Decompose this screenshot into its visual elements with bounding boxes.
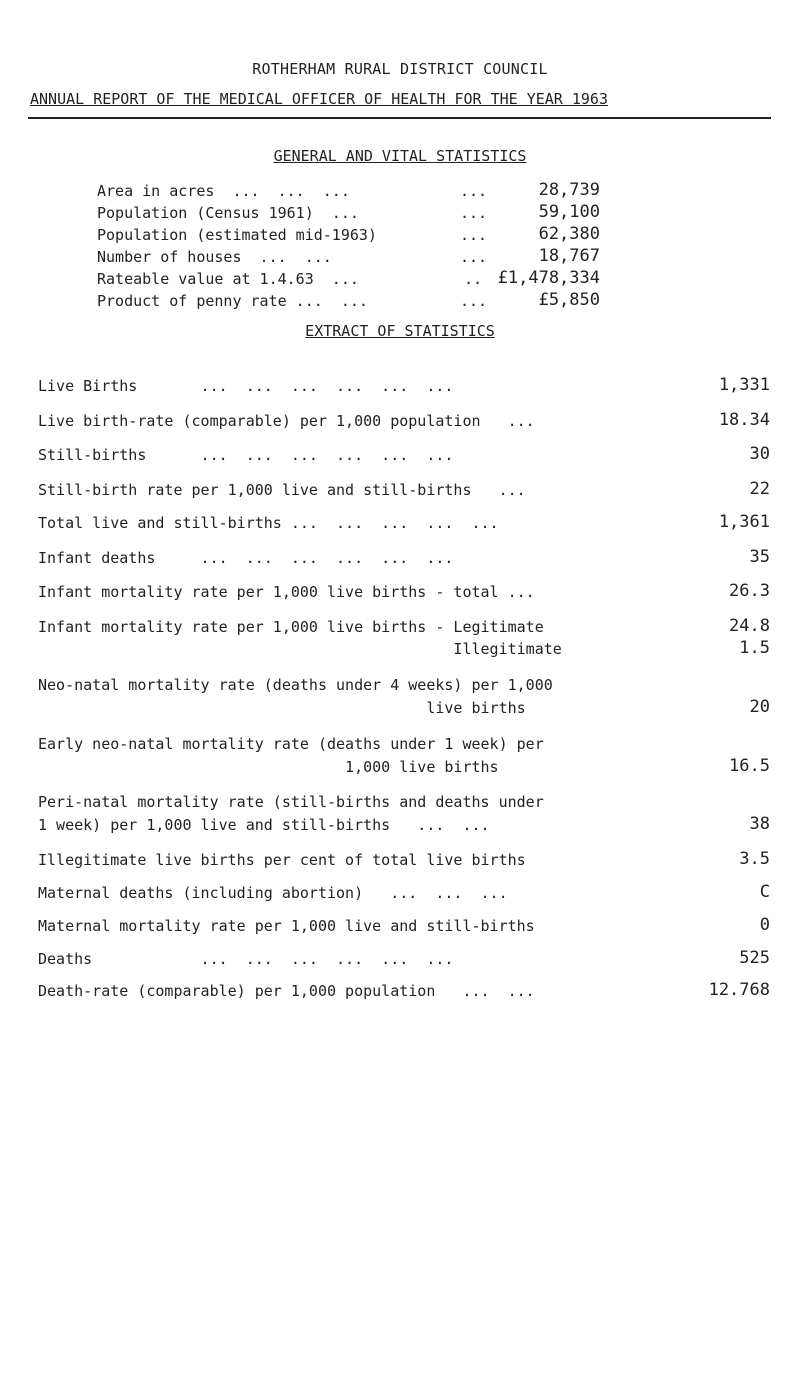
extract-label: Maternal mortality rate per 1,000 live and still-births	[38, 917, 535, 935]
extract-label: Total live and still-births ... ... ... ... ...	[38, 514, 499, 532]
divider	[28, 117, 771, 119]
extract-value: 18.34	[718, 410, 770, 430]
extract-label: Live Births ... ... ... ... ... ...	[38, 377, 454, 395]
extract-value: 1.5	[739, 638, 770, 658]
extract-label: Infant mortality rate per 1,000 live births - Legitimate	[38, 618, 544, 636]
extract-label: Neo-natal mortality rate (deaths under 4 weeks) per 1,000	[38, 676, 553, 694]
extract-value: 525	[739, 948, 770, 968]
general-label: Population (Census 1961) ...	[97, 204, 359, 222]
extract-label: 1 week) per 1,000 live and still-births ... ...	[38, 816, 490, 834]
general-value: 28,739	[538, 180, 600, 200]
extract-label: Infant deaths ... ... ... ... ... ...	[38, 549, 454, 567]
extract-value: 1,331	[718, 375, 770, 395]
extract-value: 3.5	[739, 849, 770, 869]
general-heading: GENERAL AND VITAL STATISTICS	[273, 147, 527, 165]
extract-label: Illegitimate live births per cent of total live births	[38, 851, 526, 869]
extract-value: 1,361	[718, 512, 770, 532]
general-value: 59,100	[538, 202, 600, 222]
extract-label: Still-births ... ... ... ... ... ...	[38, 446, 454, 464]
extract-label: Maternal deaths (including abortion) ... ... ...	[38, 884, 508, 902]
general-value: £1,478,334	[497, 268, 600, 288]
extract-label: Infant mortality rate per 1,000 live births - total ...	[38, 583, 535, 601]
extract-value: 35	[749, 547, 770, 567]
extract-label: 1,000 live births	[38, 758, 499, 776]
general-label: Rateable value at 1.4.63 ...	[97, 270, 359, 288]
general-leader: ...	[460, 248, 488, 266]
extract-value: 0	[759, 915, 770, 935]
general-leader: ..	[463, 270, 482, 288]
extract-value: C	[759, 882, 770, 902]
general-leader: ...	[460, 182, 488, 200]
extract-label: Early neo-natal mortality rate (deaths under 1 week) per	[38, 735, 544, 753]
general-label: Number of houses ... ...	[97, 248, 332, 266]
general-label: Population (estimated mid-1963)	[97, 226, 377, 244]
extract-label: Death-rate (comparable) per 1,000 population ... ...	[38, 982, 535, 1000]
general-label: Area in acres ... ... ...	[97, 182, 350, 200]
extract-value: 12.768	[708, 980, 770, 1000]
extract-value: 26.3	[729, 581, 770, 601]
extract-label: Peri-natal mortality rate (still-births and deaths under	[38, 793, 544, 811]
extract-value: 24.8	[729, 616, 770, 636]
extract-label: Live birth-rate (comparable) per 1,000 population ...	[38, 412, 535, 430]
general-value: £5,850	[538, 290, 600, 310]
extract-label: live births	[38, 699, 526, 717]
extract-value: 38	[749, 814, 770, 834]
general-value: 62,380	[538, 224, 600, 244]
general-value: 18,767	[538, 246, 600, 266]
report-title: ANNUAL REPORT OF THE MEDICAL OFFICER OF HEALTH FOR THE YEAR 1963	[30, 90, 608, 108]
extract-label: Illegitimate	[38, 640, 562, 658]
extract-value: 22	[749, 479, 770, 499]
council-name: ROTHERHAM RURAL DISTRICT COUNCIL	[252, 60, 548, 78]
general-leader: ...	[460, 226, 488, 244]
extract-heading: EXTRACT OF STATISTICS	[305, 322, 495, 340]
extract-value: 30	[749, 444, 770, 464]
extract-label: Deaths ... ... ... ... ... ...	[38, 950, 454, 968]
general-leader: ...	[460, 204, 488, 222]
extract-value: 20	[749, 697, 770, 717]
extract-value: 16.5	[729, 756, 770, 776]
general-label: Product of penny rate ... ...	[97, 292, 368, 310]
general-leader: ...	[460, 292, 488, 310]
extract-label: Still-birth rate per 1,000 live and still-births ...	[38, 481, 526, 499]
